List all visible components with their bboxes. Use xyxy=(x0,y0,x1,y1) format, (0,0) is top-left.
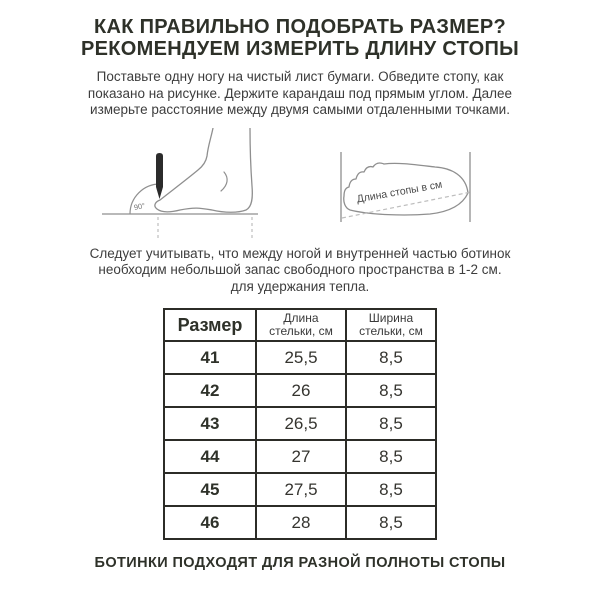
table-row xyxy=(164,407,436,440)
insole-width-cell: 8,5 xyxy=(346,473,436,506)
size-table-body xyxy=(164,341,436,539)
text-line: Следует учитывать, что между ногой и внутренней частью ботинок xyxy=(89,245,511,261)
text-line: для удержания тепла. xyxy=(230,278,370,294)
size-cell: 44 xyxy=(164,440,256,473)
pencil-icon xyxy=(156,153,163,199)
footer-note: БОТИНКИ ПОДХОДЯТ ДЛЯ РАЗНОЙ ПОЛНОТЫ СТОПЫ xyxy=(94,555,506,571)
text-line: РЕКОМЕНДУЕМ ИЗМЕРИТЬ ДЛИНУ СТОПЫ xyxy=(80,38,520,60)
insole-width-cell: 8,5 xyxy=(346,341,436,374)
size-cell: 46 xyxy=(164,506,256,539)
insole-width-cell: 8,5 xyxy=(346,374,436,407)
angle-label: 90° xyxy=(132,200,146,212)
text-line: необходим небольшой запас свободного пространства в 1-2 см. xyxy=(98,262,502,277)
foot-length-label: Длина стопы в см xyxy=(355,178,444,205)
text-line: показано на рисунке. Держите карандаш под прямым углом. Далее xyxy=(87,85,513,101)
foot-outline-illustration xyxy=(330,140,500,240)
insole-width-cell: 8,5 xyxy=(346,506,436,539)
text-line: измерьте расстояние между двумя самыми отдаленными точками. xyxy=(90,102,510,117)
size-cell: 43 xyxy=(164,407,256,440)
foot-outline xyxy=(155,128,252,212)
insole-length-cell: 26,5 xyxy=(256,407,346,440)
header-size: Размер xyxy=(164,309,256,341)
size-cell: 42 xyxy=(164,374,256,407)
insole-width-cell: 8,5 xyxy=(346,407,436,440)
header-row xyxy=(164,309,436,341)
size-table xyxy=(163,308,437,540)
intro-paragraph xyxy=(0,69,600,119)
measurement-illustrations xyxy=(0,128,600,244)
table-row xyxy=(164,473,436,506)
header-insole-width: Ширина стельки, см xyxy=(346,309,436,341)
fit-note-paragraph xyxy=(0,246,600,296)
text-line: Поставьте одну ногу на чистый лист бумаги. Обведите стопу, как xyxy=(96,69,504,84)
table-row xyxy=(164,341,436,374)
size-table-header xyxy=(164,309,436,341)
insole-length-cell: 25,5 xyxy=(256,341,346,374)
table-row xyxy=(164,506,436,539)
size-cell: 45 xyxy=(164,473,256,506)
ankle-curve xyxy=(221,172,227,191)
table-row xyxy=(164,374,436,407)
insole-length-cell: 27,5 xyxy=(256,473,346,506)
page-title xyxy=(0,0,600,60)
text-line: КАК ПРАВИЛЬНО ПОДОБРАТЬ РАЗМЕР? xyxy=(93,16,507,38)
table-row xyxy=(164,440,436,473)
header-insole-length: Длина стельки, см xyxy=(256,309,346,341)
insole-length-cell: 26 xyxy=(256,374,346,407)
size-cell: 41 xyxy=(164,341,256,374)
foot-side-view-illustration xyxy=(100,128,310,244)
insole-width-cell: 8,5 xyxy=(346,440,436,473)
insole-length-cell: 27 xyxy=(256,440,346,473)
insole-length-cell: 28 xyxy=(256,506,346,539)
